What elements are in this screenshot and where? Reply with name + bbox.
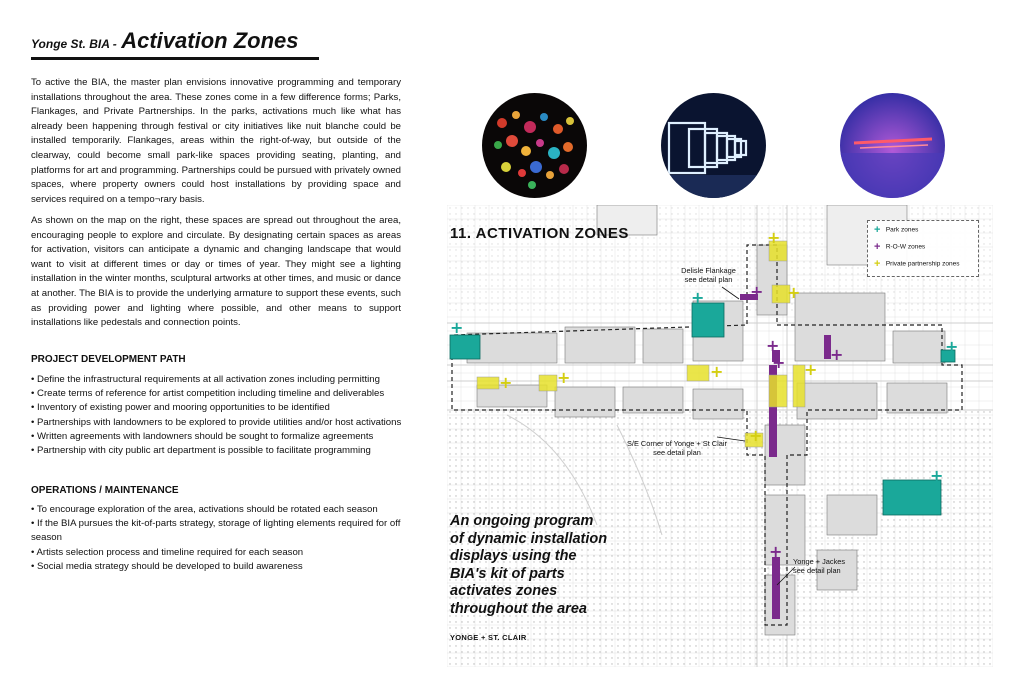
svg-text:+: + [750, 282, 764, 301]
list-item: • Create terms of reference for artist competition including timeline and deliverables [31, 388, 385, 400]
map-title: 11. ACTIVATION ZONES [450, 225, 629, 242]
svg-text:+: + [772, 353, 786, 372]
svg-text:+: + [767, 228, 781, 247]
tagline-line: BIA's kit of parts [450, 565, 565, 582]
list-item: • To encourage exploration of the area, activations should be rotated each season [31, 504, 378, 515]
legend-park [874, 225, 918, 236]
list-item: • Written agreements with landowners should be sought to formalize agreements [31, 430, 374, 442]
svg-text:+: + [804, 360, 818, 379]
lantern-installation-photo [482, 93, 587, 198]
neon-sign-photo [840, 93, 945, 198]
tagline-line: throughout the area [450, 600, 587, 617]
tagline-line: activates zones [450, 583, 558, 600]
tagline-line: of dynamic installation [450, 530, 608, 547]
callout-label: S/E Corner of Yonge + St Clair [626, 439, 728, 448]
delisle-callout [666, 266, 751, 284]
list-item: • Social media strategy should be developed to build awareness [31, 560, 303, 572]
list-item: • If the BIA pursues the kit-of-parts strategy, storage of lighting elements required for off season [31, 518, 401, 544]
callout-label: Yonge + Jackes [793, 557, 846, 566]
svg-text:+: + [749, 426, 763, 445]
page-title [31, 28, 319, 60]
map-tagline [450, 513, 650, 619]
title-main: Activation Zones [121, 28, 299, 53]
svg-text:+: + [450, 318, 464, 337]
list-item: • Artists selection process and timeline required for each season [31, 546, 304, 558]
legend-label: R-O-W zones [885, 243, 926, 251]
list-item: • Partnership with city public art department is possible to facilitate programming [31, 445, 371, 457]
jackes-callout [793, 557, 868, 575]
svg-text:+: + [830, 345, 844, 364]
callout-label: Delisle Flankage [681, 266, 736, 275]
title-prefix: Yonge St. BIA - [31, 37, 117, 51]
section-heading-development: PROJECT DEVELOPMENT PATH [31, 354, 186, 365]
svg-text:+: + [769, 542, 783, 561]
map-legend [867, 220, 979, 277]
svg-text:+: + [710, 362, 724, 381]
plus-icon: + [874, 258, 881, 270]
svg-text:+: + [691, 288, 705, 307]
brand-logo: YONGE + ST. CLAIR [450, 633, 527, 642]
development-list [31, 373, 403, 458]
callout-note: see detail plan [653, 448, 701, 457]
operations-list [31, 503, 403, 574]
svg-text:+: + [499, 373, 513, 392]
callout-note: see detail plan [793, 566, 841, 575]
svg-text:+: + [766, 336, 780, 355]
svg-text:+: + [945, 337, 959, 356]
svg-text:+: + [557, 368, 571, 387]
section-heading-operations: OPERATIONS / MAINTENANCE [31, 485, 179, 496]
plus-icon: + [874, 224, 881, 236]
light-tunnel-photo [661, 93, 766, 198]
intro-paragraph-1: To active the BIA, the master plan envisions innovative programming and temporary installations throughout the area. These zones come in a few difference forms; Parks, Flankages, and Private Partnerships. In the parks, activations much like what has already been happening through festival or city initiatives like nuit blanche could be installed temporarily. Flankages, areas within the right-of-way, but outside of the clearway, could become small park-like spaces providing seating, planting, and platforms for art and programming. Partnerships could be pursued with privately owned spaces, where property owners could host installations by providing space and services required on a tempo¬rary basis. [31, 77, 401, 205]
list-item: • Partnerships with landowners to be explored to provide utilities and/or host activations [31, 416, 402, 428]
legend-label: Private partnership zones [885, 260, 960, 268]
callout-note: see detail plan [684, 275, 733, 284]
intro-paragraph-2: As shown on the map on the right, these spaces are spread out throughout the area, encouraging people to explore and circulate. By designating certain spaces as areas for activation, visitors can anticipate a dynamic and changing landscape that would want to visit at different times or day or times of year. They might see a lighting installation in the winter months, sculptural artworks at other times, and music or dance at another. The BIA is to provide the underlying armature to support these events, such as providing power and lighting where possible, and other means to support installations like pedestals and connection points. [31, 215, 401, 329]
legend-label: Park zones [885, 226, 919, 234]
legend-private [874, 259, 960, 270]
list-item: • Define the infrastructural requirements at all activation zones including permitting [31, 374, 380, 385]
corner-callout [612, 439, 742, 457]
legend-row [874, 242, 925, 253]
tagline-line: An ongoing program [450, 513, 594, 529]
plus-icon: + [874, 241, 881, 253]
svg-text:+: + [930, 466, 944, 485]
svg-text:+: + [787, 283, 801, 302]
list-item: • Inventory of existing power and mooring opportunities to be identified [31, 402, 330, 414]
tagline-line: displays using the [450, 548, 577, 565]
